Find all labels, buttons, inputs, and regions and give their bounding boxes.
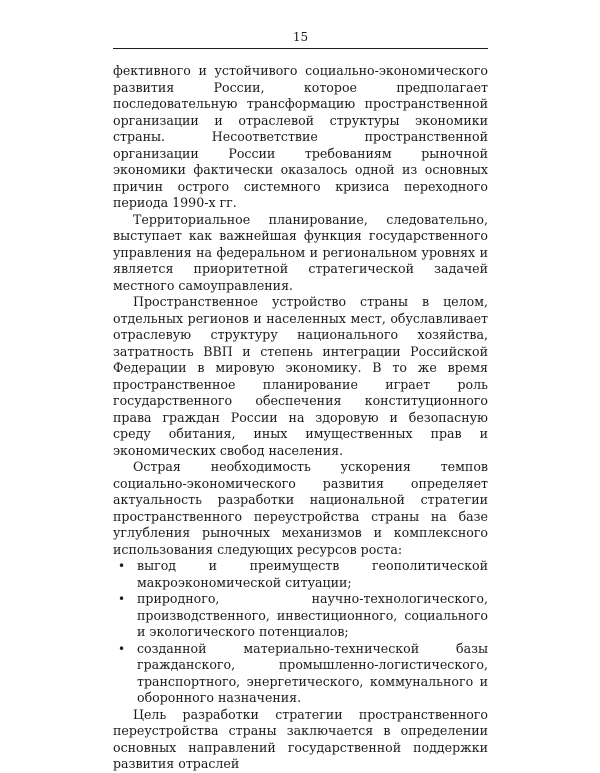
list-item: [113, 591, 488, 641]
document-page: [113, 30, 488, 773]
body-text: [113, 63, 488, 773]
list-item: [113, 641, 488, 707]
bullet-icon: •: [118, 592, 126, 606]
list-item-text: природного, научно-технологического, производственного, инвестиционного, социального и экологического потенциалов;: [137, 591, 488, 639]
list-item-text: созданной материально-технической базы гражданского, промышленно-логистического, транспортного, энергетического, коммунального и оборонного назначения.: [137, 640, 488, 705]
list-item: [113, 558, 488, 591]
list-item-text: выгод и преимуществ геополитической макроэкономической ситуации;: [137, 558, 488, 590]
bullet-icon: •: [118, 559, 126, 573]
paragraph-continuation: фективного и устойчивого социально-экономического развития России, которое предполагает последовательную трансформацию пространственной организации и отраслевой структуры экономики страны. Несоответствие пространственной организации России требованиям рыночной экономики фактически оказалось одной из основных причин острого системного кризиса переходного периода 1990-х гг.: [113, 63, 488, 210]
bullet-icon: •: [118, 641, 126, 656]
paragraph-strategy-goal: Цель разработки стратегии пространственного переустройства страны заключается в определении основных направлений государственной поддержки развития отраслей: [113, 706, 488, 771]
paragraph-urgent-need: Острая необходимость ускорения темпов социально-экономического развития определяет актуальность разработки национальной стратегии пространственного переустройства страны на базе углубления рыночных механизмов и комплексного использования следующих ресурсов роста:: [113, 459, 488, 557]
paragraph-spatial-structure: Пространственное устройство страны в целом, отдельных регионов и населенных мест, обуславливает отраслевую структуру национального хозяйства, затратность ВВП и степень интеграции Российской Федерации в мировую экономику. В то же время пространственное планирование играет роль государственного обеспечения конституционного права граждан России на здоровую и безопасную среду обитания, иных имущественных прав и экономических свобод населения.: [113, 294, 488, 458]
page-number: 15: [292, 30, 309, 44]
header-rule: [113, 48, 488, 49]
paragraph-territorial-planning: Территориальное планирование, следовательно, выступает как важнейшая функция государственного управления на федеральном и региональном уровнях и является приоритетной стратегической задачей местного самоуправления.: [113, 211, 488, 293]
growth-resources-list: [113, 558, 488, 707]
